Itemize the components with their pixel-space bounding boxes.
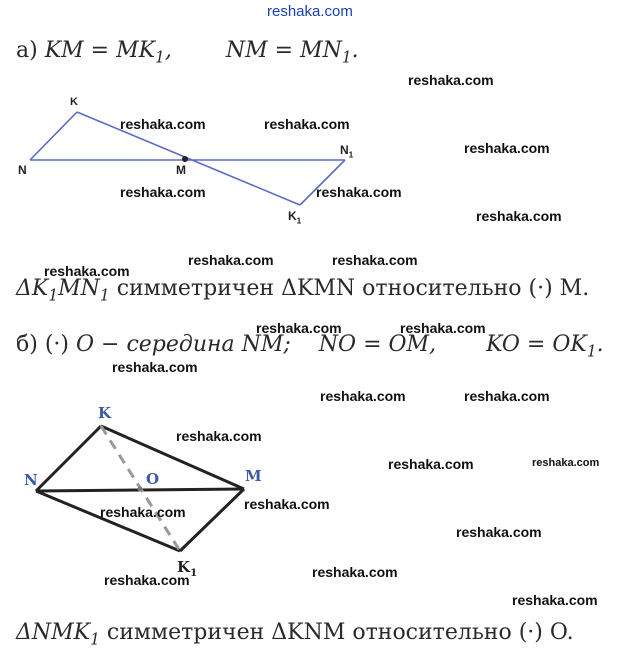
part-b-conclusion — [16, 620, 574, 648]
fig-b-label-n: N — [24, 471, 38, 489]
watermark: reshaka.com — [264, 116, 350, 132]
watermark: reshaka.com — [120, 116, 206, 132]
part-a-conclusion-sub2: 1 — [99, 286, 110, 305]
watermark-top: reshaka.com — [267, 3, 353, 20]
fig-a-label-k1-text: K — [288, 209, 297, 223]
part-a-eq1-sub: 1 — [155, 48, 165, 67]
part-a-conclusion-text: симметричен ΔKMN относительно (·) M. — [109, 276, 590, 301]
fig-a-label-k1-sub: 1 — [296, 215, 302, 226]
part-a-eq2: NM = MN — [225, 38, 342, 63]
part-b-eq1: NO = OM, — [318, 332, 437, 357]
watermark: reshaka.com — [532, 457, 600, 469]
part-a-eq2-sub: 1 — [341, 48, 352, 67]
fig-a-label-k: K — [70, 96, 78, 108]
watermark: reshaka.com — [104, 572, 190, 588]
part-b-conclusion-text: симметричен ΔKNM относительно (·) O. — [99, 620, 574, 645]
fig-b-label-k: K — [98, 404, 112, 422]
fig-a-label-k1 — [288, 209, 301, 225]
watermark: reshaka.com — [512, 592, 598, 608]
fig-b-label-k1-text: K — [177, 558, 191, 576]
part-a-eq1: KM = MK — [44, 38, 156, 63]
watermark: reshaka.com — [176, 428, 262, 444]
part-b-conclusion-sub: 1 — [90, 630, 100, 649]
fig-b-label-o: O — [146, 470, 160, 488]
part-a-conclusion-mid: MN — [58, 276, 100, 301]
point-m — [182, 156, 188, 162]
part-a-conclusion-pre: ΔK — [16, 276, 49, 301]
watermark: reshaka.com — [244, 496, 330, 512]
fig-a-label-n1 — [340, 143, 353, 159]
watermark: reshaka.com — [464, 140, 550, 156]
watermark: reshaka.com — [312, 564, 398, 580]
watermark: reshaka.com — [388, 456, 474, 472]
part-b-o-text: O − середина NM; — [75, 332, 291, 357]
watermark: reshaka.com — [256, 320, 342, 336]
watermark: reshaka.com — [400, 320, 486, 336]
watermark: reshaka.com — [120, 184, 206, 200]
watermark: reshaka.com — [320, 388, 406, 404]
watermark: reshaka.com — [476, 208, 562, 224]
part-b-eq2-sub: 1 — [586, 342, 597, 361]
fig-a-label-m: M — [176, 163, 186, 177]
part-b-equations: б) (·) O − середина NM; NO = OM, KO = $OK_1$. — [16, 332, 604, 361]
fig-a-label-n: N — [18, 163, 27, 177]
fig-a-label-n1-sub: 1 — [348, 149, 354, 160]
part-b-prefix: б) (·) — [16, 332, 69, 357]
fig-a-label-n1-text: N — [340, 143, 349, 157]
part-b-eq2: KO = OK — [486, 332, 587, 357]
watermark: reshaka.com — [332, 252, 418, 268]
part-a-conclusion — [16, 276, 589, 304]
part-b-conclusion-pre: ΔNMK — [16, 620, 91, 645]
watermark: reshaka.com — [408, 72, 494, 88]
watermark: reshaka.com — [456, 524, 542, 540]
part-a-prefix: а) — [16, 38, 38, 63]
watermark: reshaka.com — [100, 504, 186, 520]
fig-b-label-k1-sub: 1 — [190, 567, 198, 579]
watermark: reshaka.com — [112, 359, 198, 375]
watermark: reshaka.com — [44, 263, 130, 279]
part-a-equations: а) KM = $MK_1$, NM = $MN_1$. — [16, 38, 359, 67]
watermark: reshaka.com — [464, 388, 550, 404]
fig-b-label-m: M — [245, 467, 262, 485]
watermark: reshaka.com — [188, 252, 274, 268]
part-a-conclusion-sub1: 1 — [48, 286, 59, 305]
watermark: reshaka.com — [316, 184, 402, 200]
